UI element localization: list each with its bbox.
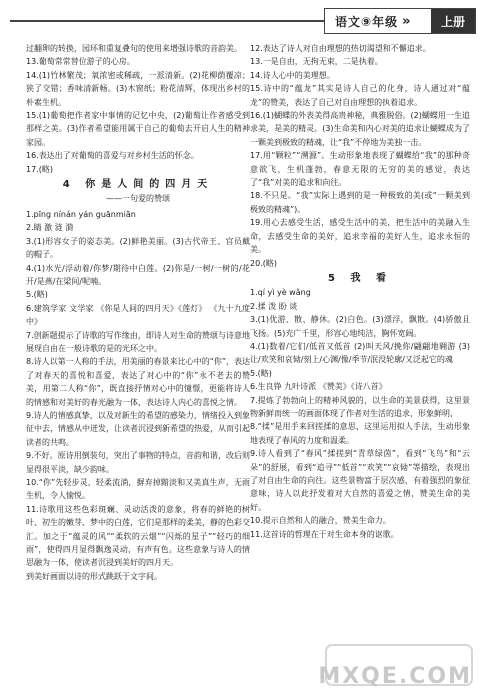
answer-paragraph: 18.不只是。“我”实际上遇到的是一种极致的美(或“一颗美到极致的精魂”)。	[250, 191, 470, 214]
header-title: 语文⑨年级	[335, 14, 399, 29]
page-header	[10, 8, 476, 34]
answer-paragraph: 11.这首诗的哲理在于对生命本身的讴歌。	[250, 529, 399, 539]
answer-paragraph: 10.提示自然和人的融合，赞美生命力。	[250, 516, 391, 526]
answer-paragraph: 19.用心去感受生活，感受生活中的美，把生活中的美融入生命，去感受生命的美好，追求幸福的美好人生，追求永恒的美。	[250, 218, 470, 255]
answer-paragraph: 2.揉 泼 盼 谈	[250, 301, 298, 311]
right-column	[250, 42, 470, 541]
header-volume: 上册	[431, 9, 475, 33]
answer-paragraph: 17.(略)	[26, 164, 53, 174]
header-box	[324, 8, 476, 34]
left-column	[26, 42, 250, 583]
answer-paragraph: 15.诗中的“蕴龙”其实是诗人自己的化身，诗人通过对“蕴龙”的赞美，表达了自己对自由理想的执着追求。	[250, 84, 470, 107]
answer-paragraph: 1.qí yì yè wǎng	[250, 288, 311, 298]
answer-paragraph: 13.葡萄常常替位游子的心房。	[26, 57, 135, 67]
answer-paragraph: 16.(1)蝴蝶的外表美得高贵神秘，典雅脱俗。(2)蝴蝶用一生追求美，是美的精灵。(3)生命美和内心对美的追求让蝴蝶成为了一颗美到极致的精魂，让“我”不停地为美独一击。	[250, 111, 470, 147]
answer-paragraph: 9.不好。原诗用倒装句，突出了事物的特点，音韵和谐，改后则显得很平淡，缺少韵味。	[26, 451, 250, 474]
answer-paragraph: 8.“揉”是用手来回搓揉的意思，这里运用拟人手法，生动形象地表现了春风的力度和温柔。	[250, 422, 470, 445]
answer-paragraph: 14.诗人心中的美理想。	[250, 70, 335, 80]
answer-paragraph: 8.诗人以第一人称的手法，用美丽的春景来比心中的“你”，表达了对春天的喜悦和喜爱，表达了对心中的“你”永不老去的赞美，用第二人称“你”，既直接抒情对心中的憧憬，更能将诗人的情感和对美好的春光融为一体，表达诗人内心的喜悦之情。	[26, 357, 250, 407]
watermark-text: MXQE.COM	[318, 664, 472, 689]
answer-paragraph: 6.生良铮 九叶诗派 《赞美》《诗八首》	[250, 382, 387, 392]
answer-paragraph: 13.一是自由，无拘无束，二是执着。	[250, 57, 383, 67]
answer-paragraph: 20.(略)	[250, 258, 277, 268]
header-rule	[10, 20, 356, 22]
answer-paragraph: 7.创新题提示了诗歌的写作缘由，即诗人对生命的赞颂与诗意地展现自由在一般诗歌的是的光环之中。	[26, 330, 250, 353]
answer-paragraph: 16.表达出了对葡萄的喜爱与对乡村生活的怀念。	[26, 151, 199, 161]
section-title: 4 你是人间的四月天	[62, 179, 214, 191]
answer-paragraph: 3.(1)优游、散、静休。(2)白色。(3)漂浮，飘散。(4)骄傲且飞扬。(5)充广千里，形容心地纯洁，胸怀宽阔。	[250, 315, 470, 338]
answer-paragraph: 3.(1)形容女子的姿态美。(2)鲜艳美丽。(3)古代帝王、官员戴的帽子。	[26, 236, 250, 260]
double-chevron-icon: »	[402, 13, 411, 29]
section-subtitle: ——一句爱的赞颂	[106, 194, 170, 204]
answer-paragraph: 7.提炼了勃勃向上的精神风貌的，以生命的美景获得，这里景物新鲜而统一的画面体现了作者对生活的追求，形象鲜明，	[250, 395, 470, 418]
answer-paragraph: 6.建筑学家 文学家 《你是人间的四月天》《莲灯》 《九十九度中》	[26, 303, 250, 327]
answer-paragraph: 9.诗人的情感真挚，以及对新生的希望的感染力，情绪投入到象征中去，情感从中迸发，让读者沉浸到新希望的热爱，从而引起读者的共鸣。	[26, 410, 250, 447]
answer-paragraph: 11.诗歌用这些色彩斑斓、灵动活泼的意象，将春的鲜艳的树叶、初生的嫩芽、梦中的白莲，它们是那样的柔美，静的色彩交汇。加之于“蕴灵的风”“柔软的云烟”“闪烁的星子”“轻巧的细雨”，使得四月显得飘逸灵动，有声有色。这些意象与诗人的情思融为一体，使读者沉浸到美好的四月天。	[26, 504, 250, 568]
answer-paragraph: 15.(1)葡萄把作者家中事情的记忆中央，(2)葡萄让作者感受到那样之美。(3)作者希望能用属于自己的葡萄去开启人生的精神家园。	[26, 111, 250, 147]
answer-paragraph: 9.诗人看到了“春风”揉搓到“青草绿茵”，看到“飞鸟”和“云朵”的舒展，看到“追寻”“低首”“欢笑”“哀恸”等描绘，表现出了对自由生命的向往。这些景物富于层次感，有着强烈的象征意味，诗人以此抒发着对大自然的喜爱之情，赞美生命的美好。	[250, 449, 470, 512]
answer-paragraph: 14.(1)竹林繁茂；氧浓密或稀疏，一派清新。(2)花柳荫覆凉；狭了交错；香味清新畅。(3)木窗纸；粉花清辉，体现出乡村的朴素生机。	[26, 70, 250, 107]
answer-paragraph: 2.睛 激 涟 漪	[26, 223, 74, 233]
answer-paragraph: 12.表达了诗人对自由理想的热切渴望和不懈追求。	[250, 44, 431, 53]
answer-paragraph: 10.“你”先轻步灵，轻柔流淌，摒弃掉黯淡和又美真生声，无雨生机，令人愉悦。	[26, 478, 250, 501]
answer-paragraph: 17.用“颗粒”“溯源”。生动形象地表现了蝴蝶给“我”的那种奇意欲飞，生机蓬勃，春意无限的无穷的美的感觉，表达了“我”对美的追求和向往。	[250, 151, 470, 188]
answer-paragraph: 5.(略)	[26, 290, 48, 300]
answer-paragraph: 5.(略)	[250, 368, 272, 378]
answer-paragraph: 到美好画面以诗的形式跳跃于文字间。	[26, 571, 162, 581]
answer-paragraph: 1.pīng nínán yán guānmiān	[26, 209, 136, 219]
answer-paragraph: 4.(1)水光/浮动着/你梦/期待中白莲。(2)你是/一树/一树的/花开/是燕/在梁间/呢喃。	[26, 263, 250, 286]
answer-paragraph: 4.(1)数着/它们/低首又低首 (2)叫天风/挽你/翩翩地翱游 (3)让/欢笑和哀恸/刻上/心渊/像/季节/泯没轮廓/又泛起它的魂	[250, 341, 470, 365]
answer-paragraph: 过翻卵的转换，园环和重复叠句的使用来增强诗歌的音韵美。	[26, 44, 242, 53]
section-title: 5 我 看	[328, 272, 392, 284]
